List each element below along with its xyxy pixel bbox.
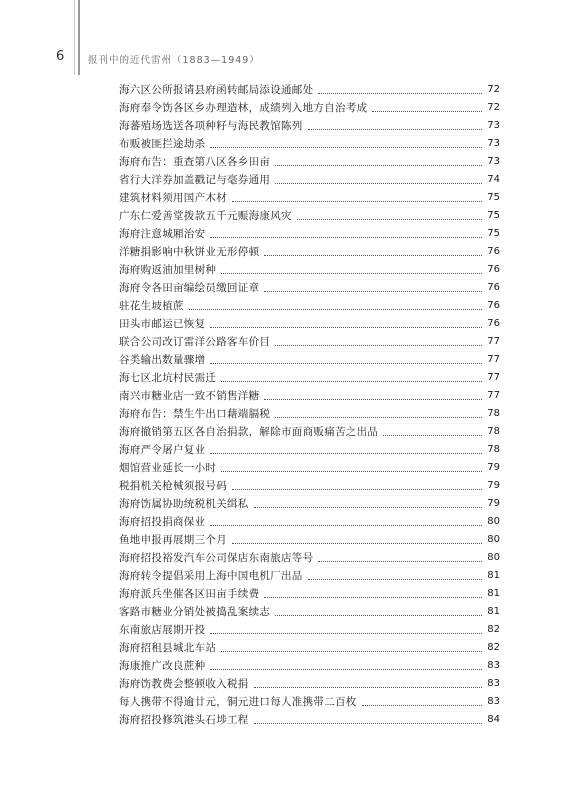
- dot-leader: [232, 489, 482, 490]
- toc-entry: [119, 675, 500, 693]
- toc-entry-page: 76: [487, 300, 500, 311]
- dot-leader: [254, 687, 482, 688]
- toc-entry: [119, 351, 500, 369]
- dot-leader: [210, 525, 482, 526]
- toc-entry-title: 烟馆营业延长一小时: [119, 462, 217, 474]
- toc-entry-page: 76: [487, 264, 500, 275]
- toc-entry: [119, 657, 500, 675]
- toc-entry-page: 73: [487, 138, 500, 149]
- toc-entry-title: 海府注意城厢治安: [119, 228, 206, 240]
- dot-leader: [189, 309, 482, 310]
- toc-entry-page: 72: [487, 84, 500, 95]
- toc-entry-page: 77: [487, 336, 500, 347]
- toc-entry-page: 77: [487, 354, 500, 365]
- toc-entry: [119, 567, 500, 585]
- header-rule: [78, 0, 80, 75]
- toc-entry-title: 海府严令屠户复业: [119, 444, 206, 456]
- toc-entry: [119, 459, 500, 477]
- toc-entry: [119, 621, 500, 639]
- dot-leader: [275, 417, 482, 418]
- toc-entry-page: 79: [487, 498, 500, 509]
- toc-entry-page: 78: [487, 444, 500, 455]
- toc-entry-title: 鱼地申报再展期三个月: [119, 534, 227, 546]
- toc-entry-title: 驻花生坡植蔗: [119, 300, 184, 312]
- toc-entry-title: 建筑材料须用国产木材: [119, 192, 227, 204]
- dot-leader: [210, 363, 482, 364]
- toc-entry: [119, 585, 500, 603]
- toc-entry-title: 海蕃殖场选送各项种籽与海民教馆陈列: [119, 120, 303, 132]
- toc-entry: [119, 279, 500, 297]
- toc-entry-page: 76: [487, 282, 500, 293]
- toc-entry-title: 南兴市糖业店一致不销售洋糖: [119, 390, 260, 402]
- toc-entry: [119, 171, 500, 189]
- dot-leader: [210, 327, 482, 328]
- toc-entry-title: 省行大洋券加盖戳记与毫券通用: [119, 174, 271, 186]
- dot-leader: [232, 201, 482, 202]
- page-number: 6: [56, 49, 65, 64]
- toc-entry: [119, 315, 500, 333]
- toc-entry: [119, 693, 500, 711]
- dot-leader: [264, 255, 482, 256]
- toc-entry: [119, 477, 500, 495]
- toc-entry-title: 联合公司改订雷洋公路客车价目: [119, 336, 271, 348]
- dot-leader: [318, 561, 482, 562]
- toc-entry-title: 海府饬属协助统税机关缉私: [119, 498, 249, 510]
- toc-entry: [119, 495, 500, 513]
- dot-leader: [275, 615, 482, 616]
- toc-entry-page: 76: [487, 318, 500, 329]
- dot-leader: [308, 129, 482, 130]
- toc-entry: [119, 639, 500, 657]
- toc-entry: [119, 99, 500, 117]
- toc-entry-page: 83: [487, 660, 500, 671]
- toc-entry-title: 广东仁爱善堂拨款五千元赈海康风灾: [119, 210, 292, 222]
- running-title: 报刊中的近代雷州（1883—1949）: [88, 55, 260, 66]
- toc-entry-page: 80: [487, 534, 500, 545]
- toc-entry-page: 73: [487, 120, 500, 131]
- toc-entry: [119, 243, 500, 261]
- toc-entry-title: 布贩被匪拦途劫杀: [119, 138, 206, 150]
- toc-entry: [119, 333, 500, 351]
- toc-entry-page: 82: [487, 642, 500, 653]
- toc-entry-page: 75: [487, 192, 500, 203]
- toc-entry: [119, 225, 500, 243]
- toc-entry-title: 海府购返油加里树种: [119, 264, 217, 276]
- toc-entry-title: 海府布告：禁生牛出口藉端膈税: [119, 408, 271, 420]
- toc-entry: [119, 135, 500, 153]
- toc-entry-title: 东南旅店展期开投: [119, 624, 206, 636]
- dot-leader: [372, 111, 482, 112]
- toc-entry: [119, 603, 500, 621]
- header-rule-thin: [74, 0, 75, 75]
- toc-entry-page: 75: [487, 228, 500, 239]
- toc-entry-page: 77: [487, 390, 500, 401]
- toc-entry-title: 海府撤销第五区各自治捐款，解除市面商贩痛苦之出品: [119, 426, 379, 438]
- toc-entry-title: 每人携带不得逾廿元，铜元进口每人准携带二百枚: [119, 696, 357, 708]
- toc-entry-page: 83: [487, 678, 500, 689]
- dot-leader: [275, 165, 482, 166]
- toc-entry-title: 海康推广改良蔗种: [119, 660, 206, 672]
- dot-leader: [210, 237, 482, 238]
- toc-entry-title: 海府布告：重查第八区各乡田亩: [119, 156, 271, 168]
- dot-leader: [210, 669, 482, 670]
- toc-entry: [119, 297, 500, 315]
- dot-leader: [264, 597, 482, 598]
- toc-entry: [119, 261, 500, 279]
- toc-entry-page: 72: [487, 102, 500, 113]
- toc-entry-page: 84: [487, 714, 500, 725]
- toc-entry-title: 海府转令提倡采用上海中国电机厂出品: [119, 570, 303, 582]
- toc-entry: [119, 387, 500, 405]
- toc-entry-page: 77: [487, 372, 500, 383]
- toc-entry-page: 73: [487, 156, 500, 167]
- toc-entry-title: 海七区北坑村民需迁: [119, 372, 217, 384]
- dot-leader: [264, 291, 482, 292]
- toc-entry-page: 75: [487, 210, 500, 221]
- toc-entry-title: 海府招投捐商保业: [119, 516, 206, 528]
- toc-entry-title: 海府派兵坐催各区田亩手续费: [119, 588, 260, 600]
- dot-leader: [254, 507, 482, 508]
- toc-entry: [119, 441, 500, 459]
- dot-leader: [232, 543, 482, 544]
- dot-leader: [254, 723, 482, 724]
- toc-entry-page: 81: [487, 588, 500, 599]
- toc-entry-page: 80: [487, 552, 500, 563]
- toc-entry: [119, 207, 500, 225]
- toc-entry: [119, 531, 500, 549]
- dot-leader: [221, 651, 482, 652]
- toc-entry: [119, 153, 500, 171]
- dot-leader: [210, 633, 482, 634]
- table-of-contents: [119, 81, 500, 729]
- dot-leader: [318, 93, 482, 94]
- toc-entry-title: 海府令各田亩编绘员缴回证章: [119, 282, 260, 294]
- toc-entry: [119, 423, 500, 441]
- dot-leader: [221, 381, 482, 382]
- toc-entry-page: 81: [487, 606, 500, 617]
- toc-entry-title: 客路市糖业分销处被捣乱案续志: [119, 606, 271, 618]
- toc-entry: [119, 549, 500, 567]
- toc-entry-title: 海府饬教费会整顿收入税捐: [119, 678, 249, 690]
- toc-entry-title: 谷类输出数量骤增: [119, 354, 206, 366]
- dot-leader: [275, 183, 482, 184]
- dot-leader: [210, 453, 482, 454]
- toc-entry-title: 税捐机关枪械须报号码: [119, 480, 227, 492]
- toc-entry-page: 78: [487, 426, 500, 437]
- dot-leader: [308, 579, 482, 580]
- toc-entry: [119, 711, 500, 729]
- toc-entry: [119, 189, 500, 207]
- toc-entry-title: 海六区公所报请县府函转邮局添设通邮处: [119, 84, 314, 96]
- toc-entry-page: 74: [487, 174, 500, 185]
- toc-entry-title: 海府奉令饬各区乡办理造林，成绩列入地方自治考成: [119, 102, 368, 114]
- dot-leader: [264, 399, 482, 400]
- dot-leader: [221, 471, 482, 472]
- dot-leader: [275, 345, 482, 346]
- toc-entry-page: 80: [487, 516, 500, 527]
- toc-entry-page: 79: [487, 462, 500, 473]
- toc-entry-title: 田头市邮运已恢复: [119, 318, 206, 330]
- dot-leader: [383, 435, 482, 436]
- toc-entry-title: 海府招投修筑港头石埗工程: [119, 714, 249, 726]
- dot-leader: [362, 705, 482, 706]
- dot-leader: [297, 219, 482, 220]
- toc-entry-page: 83: [487, 696, 500, 707]
- dot-leader: [210, 147, 482, 148]
- toc-entry-page: 76: [487, 246, 500, 257]
- toc-entry-page: 82: [487, 624, 500, 635]
- toc-entry: [119, 81, 500, 99]
- dot-leader: [221, 273, 482, 274]
- toc-entry: [119, 117, 500, 135]
- toc-entry-title: 海府招租县城北车站: [119, 642, 217, 654]
- toc-entry-title: 洋糖捐影响中秋饼业无形停顿: [119, 246, 260, 258]
- toc-entry-title: 海府招投裕发汽车公司保店东南旅店等号: [119, 552, 314, 564]
- toc-entry: [119, 513, 500, 531]
- toc-entry-page: 81: [487, 570, 500, 581]
- toc-entry-page: 78: [487, 408, 500, 419]
- toc-entry: [119, 369, 500, 387]
- toc-entry: [119, 405, 500, 423]
- toc-entry-page: 79: [487, 480, 500, 491]
